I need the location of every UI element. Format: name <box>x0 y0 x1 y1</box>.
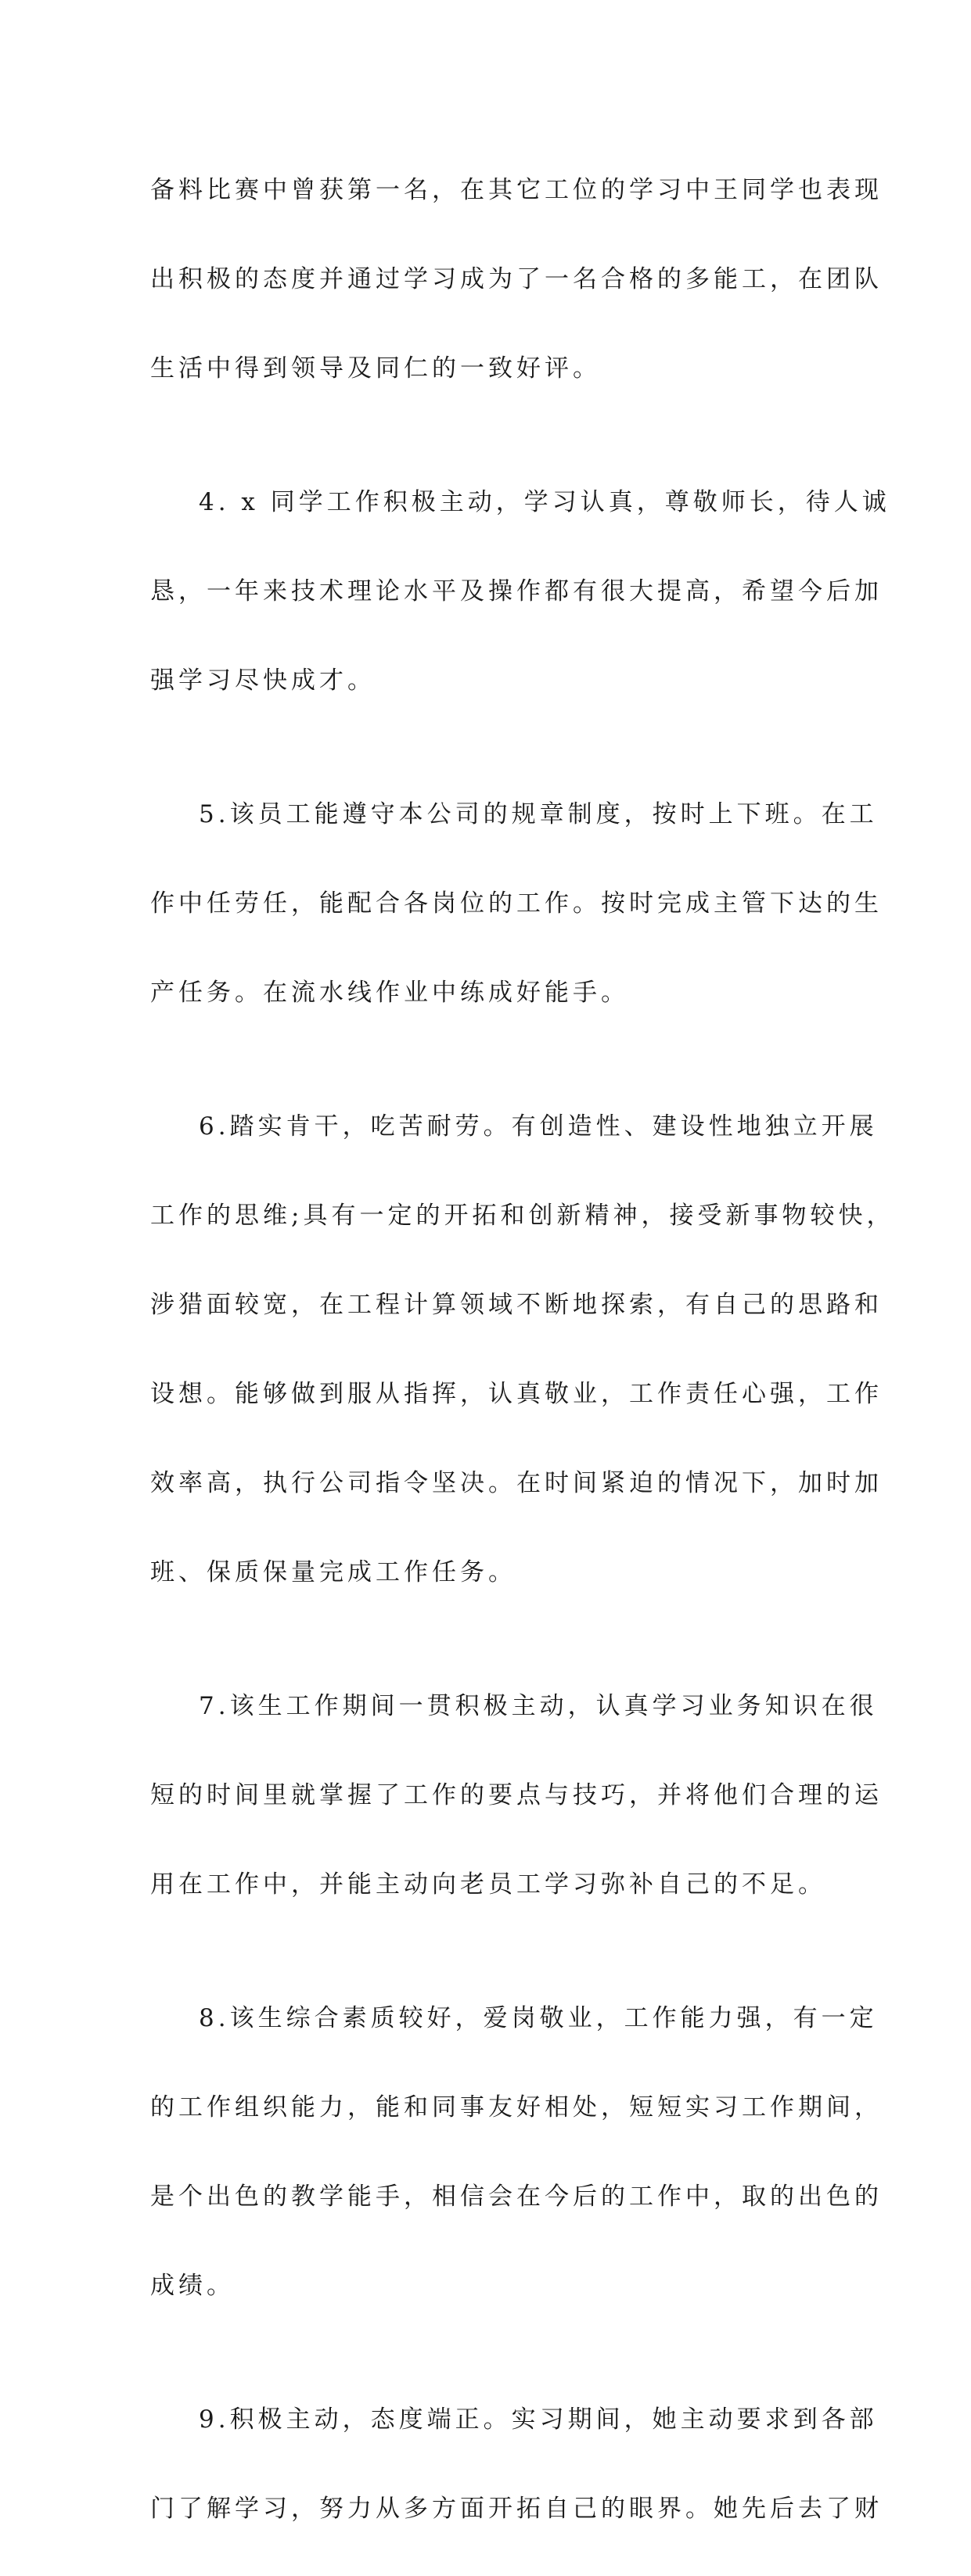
text-line: 生活中得到领导及同仁的一致好评。 <box>150 354 601 383</box>
text-line: 短的时间里就掌握了工作的要点与技巧，并将他们合理的运 <box>150 1781 883 1809</box>
text-line: 班、保质保量完成工作任务。 <box>150 1558 516 1586</box>
document-body <box>150 124 895 2576</box>
text-line: 是个出色的教学能手，相信会在今后的工作中，取的出色的 <box>150 2183 883 2211</box>
text-line: 5.该员工能遵守本公司的规章制度，按时上下班。在工 <box>199 800 878 828</box>
text-line: 用在工作中，并能主动向老员工学习弥补自己的不足。 <box>150 1870 826 1899</box>
paragraph-item-4 <box>150 436 890 748</box>
paragraph-continuation <box>150 124 883 436</box>
text-line: 6.踏实肯干，吃苦耐劳。有创造性、建设性地独立开展 <box>199 1112 878 1141</box>
text-line: 备料比赛中曾获第一名，在其它工位的学习中王同学也表现 <box>150 176 883 204</box>
paragraph-item-7 <box>150 1640 883 1952</box>
paragraph-item-6 <box>150 1060 895 1640</box>
text-line: 8.该生综合素质较好，爱岗敬业，工作能力强，有一定 <box>199 2004 878 2032</box>
text-line: 的工作组织能力，能和同事友好相处，短短实习工作期间， <box>150 2093 883 2122</box>
paragraph-item-5 <box>150 748 883 1060</box>
text-line: 作中任劳任，能配合各岗位的工作。按时完成主管下达的生 <box>150 889 883 918</box>
text-line: 工作的思维;具有一定的开拓和创新精神，接受新事物较快， <box>150 1202 895 1230</box>
text-line: 恳，一年来技术理论水平及操作都有很大提高，希望今后加 <box>150 577 883 605</box>
text-line: 涉猎面较宽，在工程计算领域不断地探索，有自己的思路和 <box>150 1291 883 1319</box>
text-line: 出积极的态度并通过学习成为了一名合格的多能工，在团队 <box>150 265 883 293</box>
text-line: 设想。能够做到服从指挥，认真敬业，工作责任心强，工作 <box>150 1380 883 1408</box>
text-line: 4. x 同学工作积极主动，学习认真，尊敬师长，待人诚 <box>199 488 890 516</box>
text-line: 产任务。在流水线作业中练成好能手。 <box>150 979 629 1007</box>
paragraph-item-9 <box>150 2353 883 2576</box>
paragraph-item-8 <box>150 1952 883 2353</box>
text-line: 9.积极主动，态度端正。实习期间，她主动要求到各部 <box>199 2405 878 2434</box>
text-line: 强学习尽快成才。 <box>150 666 376 695</box>
text-line: 效率高，执行公司指令坚决。在时间紧迫的情况下，加时加 <box>150 1469 883 1497</box>
text-line: 成绩。 <box>150 2272 235 2300</box>
text-line: 门了解学习，努力从多方面开拓自己的眼界。她先后去了财 <box>150 2495 883 2523</box>
text-line: 7.该生工作期间一贯积极主动，认真学习业务知识在很 <box>199 1692 878 1720</box>
